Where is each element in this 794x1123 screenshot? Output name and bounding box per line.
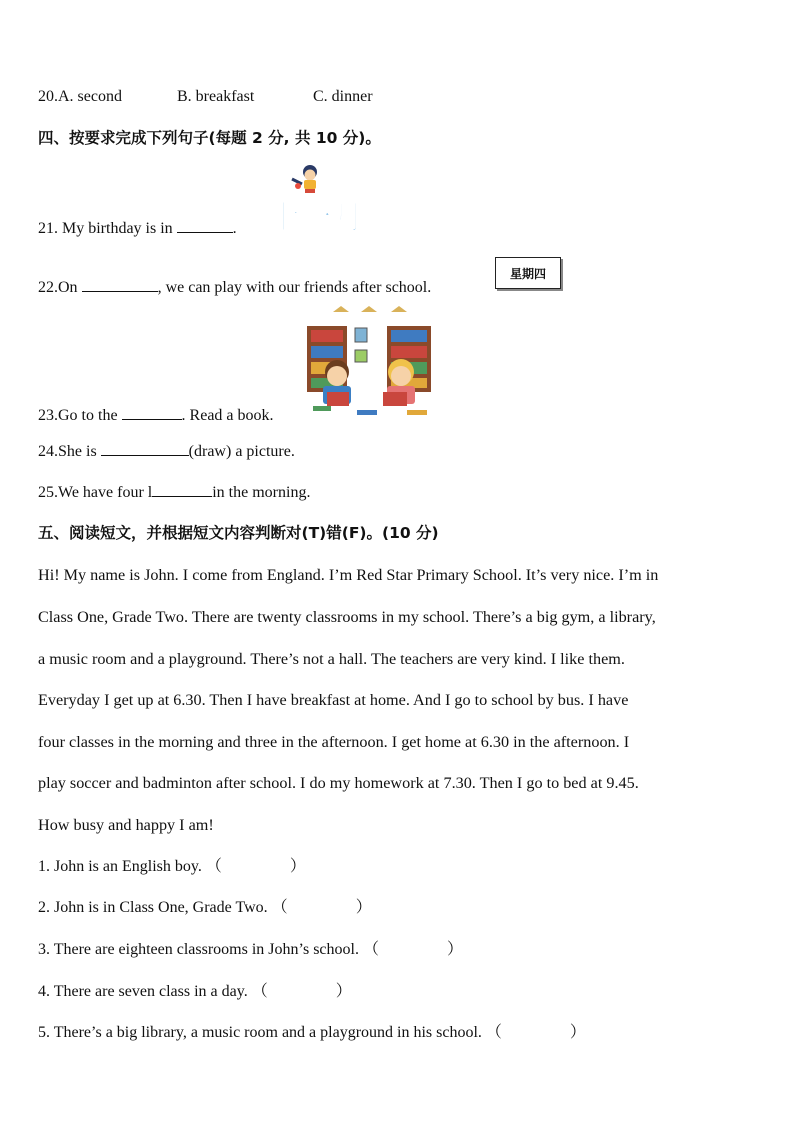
question-20-number: 20. (38, 88, 58, 105)
statement-4-text: 4. There are seven class in a day. （ (38, 983, 268, 1000)
passage-line: four classes in the morning and three in the afternoon. I get home at 6.30 in the afternoon. I (38, 733, 630, 751)
statement-3 (38, 940, 463, 960)
passage-line: a music room and a playground. There’s not a hall. The teachers are very kind. I like them. (38, 650, 625, 668)
answer-blank-22[interactable] (82, 277, 158, 292)
lamp-icon (361, 306, 377, 312)
question-23 (38, 405, 274, 426)
statement-4-close: ） (335, 983, 352, 1000)
statement-1-text: 1. John is an English boy. （ (38, 858, 222, 875)
question-22-text-before: On (58, 279, 82, 296)
question-21-text-after: . (232, 220, 237, 237)
section-4-heading: 四、按要求完成下列句子(每题 2 分, 共 10 分)。 (38, 129, 381, 147)
passage-line: Hi! My name is John. I come from England. I’m Red Star Primary School. It’s very nice. I’m in (38, 566, 659, 584)
books-row (311, 346, 343, 358)
passage-line: Everyday I get up at 6.30. Then I have breakfast at home. And I go to school by bus. I have (38, 691, 629, 709)
november-illustration (266, 162, 364, 234)
boy-book (327, 392, 349, 406)
question-24 (38, 441, 295, 462)
wall-picture (355, 328, 367, 342)
statement-5 (38, 1023, 586, 1043)
floor-book (357, 410, 377, 415)
lamp-icon (333, 306, 349, 312)
answer-blank-24[interactable] (101, 441, 189, 456)
girl-book (383, 392, 407, 406)
statement-5-close: ） (569, 1024, 586, 1041)
books-row (311, 330, 343, 342)
question-22 (38, 277, 431, 298)
statement-1 (38, 857, 306, 877)
statement-3-close: ） (446, 941, 463, 958)
statement-3-text: 3. There are eighteen classrooms in John’s school. （ (38, 941, 379, 958)
books-row (391, 346, 427, 358)
statement-1-close: ） (289, 858, 306, 875)
statement-2 (38, 898, 372, 918)
floor-book (313, 406, 331, 411)
question-21 (38, 218, 237, 239)
question-23-text-before: Go to the (58, 407, 122, 424)
option-b: B. breakfast (177, 88, 255, 105)
kid-shorts (305, 189, 315, 193)
passage-line: play soccer and badminton after school. I do my homework at 7.30. Then I go to bed at 9.45. (38, 774, 639, 792)
statement-2-close: ） (355, 899, 372, 916)
library-illustration (303, 306, 435, 422)
floor-book (407, 410, 427, 415)
answer-blank-25[interactable] (152, 482, 212, 497)
question-23-number: 23. (38, 407, 58, 424)
books-row (391, 330, 427, 342)
question-24-text-after: (draw) a picture. (188, 443, 295, 460)
option-c: C. dinner (313, 88, 373, 105)
question-24-number: 24. (38, 443, 58, 460)
question-25-number: 25. (38, 484, 58, 501)
answer-blank-23[interactable] (122, 405, 182, 420)
question-22-number: 22. (38, 279, 58, 296)
wall-picture (355, 350, 367, 362)
statement-5-text: 5. There’s a big library, a music room and a playground in his school. （ (38, 1024, 502, 1041)
answer-blank-21[interactable] (177, 218, 233, 233)
month-text: 十一月 (268, 198, 364, 234)
ball (295, 183, 301, 189)
kid-shirt (304, 180, 316, 189)
question-25 (38, 482, 310, 503)
girl-face (391, 366, 411, 386)
question-25-text-after: in the morning. (212, 484, 311, 501)
statement-4 (38, 982, 352, 1002)
thursday-label-text: 星期四 (509, 266, 546, 281)
lamp-icon (391, 306, 407, 312)
kid-face (305, 170, 316, 181)
question-23-text-after: . Read a book. (181, 407, 274, 424)
section-5-heading: 五、阅读短文，并根据短文内容判断对(T)错(F)。(10 分) (38, 524, 439, 542)
question-24-text-before: She is (58, 443, 101, 460)
statement-2-text: 2. John is in Class One, Grade Two. （ (38, 899, 288, 916)
question-25-text-before: We have four l (58, 484, 153, 501)
thursday-label (495, 257, 561, 289)
question-21-text-before: My birthday is in (58, 220, 177, 237)
passage-line: How busy and happy I am! (38, 816, 214, 834)
passage-line: Class One, Grade Two. There are twenty classrooms in my school. There’s a big gym, a library, (38, 608, 656, 626)
boy-face (327, 366, 347, 386)
question-20 (38, 87, 373, 107)
question-22-text-after: , we can play with our friends after school. (157, 279, 432, 296)
option-a: A. second (58, 88, 122, 105)
question-21-number: 21. (38, 220, 58, 237)
